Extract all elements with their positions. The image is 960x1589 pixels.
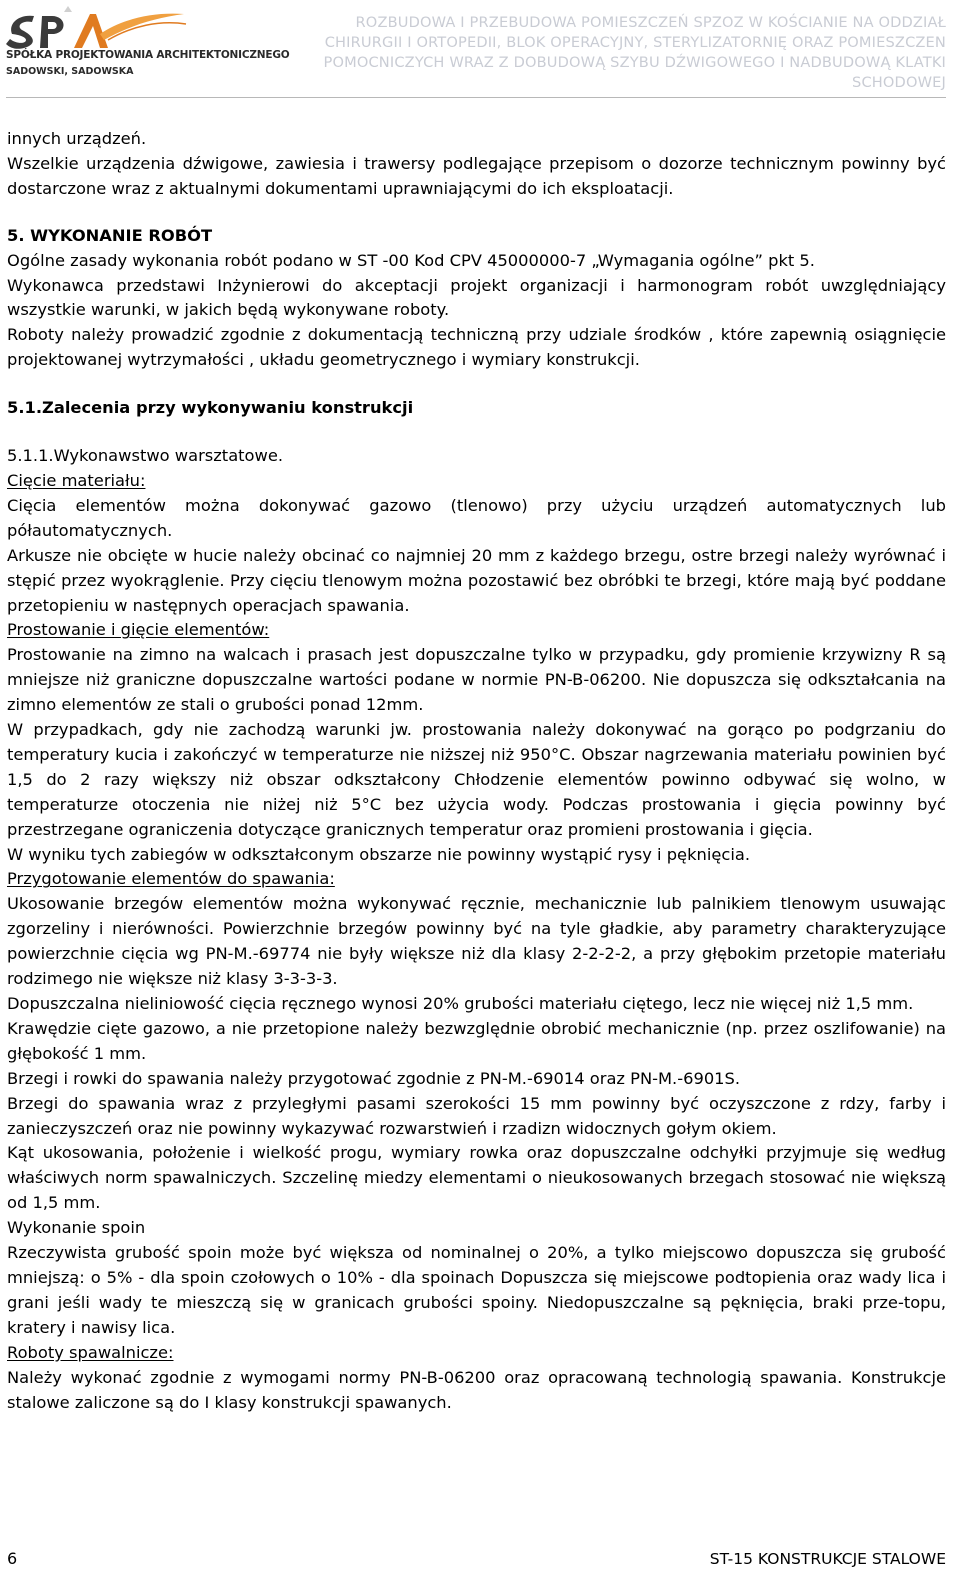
spacer — [7, 202, 946, 224]
underlined-heading: Roboty spawalnicze: — [7, 1342, 174, 1362]
paragraph: Dopuszczalna nieliniowość cięcia ręcznego wynosi 20% grubości materiału ciętego, lecz nie więcej niż 1,5 mm. — [7, 994, 914, 1013]
paragraph: Wykonawca przedstawi Inżynierowi do akceptacji projekt organizacji i harmonogram robót uwzględniający wszystkie warunki, w jakich będą wykonywane roboty. — [7, 275, 946, 320]
paragraph: Kąt ukosowania, położenie i wielkość progu, wymiary rowka oraz dopuszczalne odchyłki przyjmuje się według właściwych norm spawalniczych. Szczelinę miedzy elementami o nieukosowanych brzegach stosować nie większą od 1,5 mm. — [7, 1143, 946, 1213]
section-heading: 5. WYKONANIE ROBÓT — [7, 225, 213, 245]
project-title-line: CHIRURGII I ORTOPEDII, BLOK OPERACYJNY, STERYLIZATORNIĘ ORAZ POMIESZCZEN — [324, 34, 946, 51]
paragraph: Należy wykonać zgodnie z wymogami normy PN-B-06200 oraz opracowaną technologią spawania. Konstrukcje stalowe zaliczone są do I klasy konstrukcji spawanych. — [7, 1367, 946, 1412]
page-number: 6 — [7, 1549, 18, 1568]
logo-graphic — [4, 4, 214, 92]
paragraph: Brzegi i rowki do spawania należy przygotować zgodnie z PN-M.-69014 oraz PN-M.-6901S. — [7, 1068, 741, 1088]
underlined-heading: Przygotowanie elementów do spawania: — [7, 869, 335, 889]
subsection-heading: 5.1.Zalecenia przy wykonywaniu konstrukcji — [7, 398, 414, 418]
paragraph: Ogólne zasady wykonania robót podano w ST -00 Kod CPV 45000000-7 „Wymagania ogólne” pkt 5. — [7, 250, 815, 270]
company-logo — [4, 4, 290, 92]
paragraph: Roboty należy prowadzić zgodnie z dokumentacją techniczną przy udziale środków , które zapewnią osiągnięcie projektowanej wytrzymałości , układu geometrycznego i wymiary konstrukcji. — [7, 325, 946, 370]
project-title-line: POMOCNICZYCH WRAZ Z DOBUDOWĄ SZYBU DŹWIGOWEGO I NADBUDOWĄ KLATKI SCHODOWEJ — [323, 54, 946, 91]
plain-heading: Wykonanie spoin — [7, 1218, 146, 1238]
page-header — [0, 0, 960, 100]
underlined-heading: Prostowanie i gięcie elementów: — [7, 620, 270, 640]
document-code: ST-15 KONSTRUKCJE STALOWE — [709, 1550, 946, 1568]
underlined-heading: Cięcie materiału: — [7, 470, 146, 490]
header-divider — [6, 97, 946, 98]
paragraph: Cięcia elementów można dokonywać gazowo (tlenowo) przy użyciu urządzeń automatycznych lub półautomatycznych. — [7, 495, 946, 540]
subsubsection-heading: 5.1.1.Wykonawstwo warsztatowe. — [7, 446, 284, 466]
project-title-line: ROZBUDOWA I PRZEBUDOWA POMIESZCZEŃ SPZOZ W KOŚCIANIE NA ODDZIAŁ — [355, 14, 946, 31]
logo-company-name: SPÓŁKA PROJEKTOWANIA ARCHITEKTONICZNEGO — [6, 49, 290, 61]
paragraph: innych urządzeń. — [7, 129, 147, 148]
paragraph: Prostowanie na zimno na walcach i prasach jest dopuszczalne tylko w przypadku, gdy promienie krzywizny R są mniejsze niż graniczne dopuszczalne wartości podane w normie PN-B-06200. Nie dopuszcza się odkształcania na zimno elementów ze stali o grubości ponad 12mm. — [7, 645, 946, 715]
page-footer — [0, 1548, 960, 1589]
spacer — [7, 373, 946, 396]
document-body — [7, 127, 946, 1415]
logo-owners: SADOWSKI, SADOWSKA — [6, 66, 134, 77]
project-title — [226, 13, 946, 93]
paragraph: Arkusze nie obcięte w hucie należy obcinać co najmniej 20 mm z każdego brzegu, ostre brzegi należy wyrównać i stępić przez wyokrąglenie. Przy cięciu tlenowym można pozostawić bez obróbki te brzegi, które mają być poddane przetopieniu w następnych operacjach spawania. — [7, 545, 946, 615]
paragraph: Ukosowanie brzegów elementów można wykonywać ręcznie, mechanicznie lub palnikiem tlenowym usuwając zgorzeliny i nierówności. Powierzchnie brzegów powinny być na tyle gładkie, aby parametry charakteryzujące powierzchnie cięcia wg PN-M.-69774 nie były większe niż dla klasy 2-2-2-2, a przy głębokim przetopie materiału rodzimego nie większe niż klasy 3-3-3-3. — [7, 894, 946, 989]
paragraph: Rzeczywista grubość spoin może być większa od nominalnej o 20%, a tylko miejscowo dopuszcza się grubość mniejszą: o 5% - dla spoin czołowych o 10% - dla spoinach Dopuszcza się miejscowe podtopienia oraz wady lica i grani jeśli wady te mieszczą się w granicach grubości spoiny. Niedopuszczalne są pęknięcia, braki prze-topu, kratery i nawisy lica. — [7, 1243, 946, 1337]
paragraph: W wyniku tych zabiegów w odkształconym obszarze nie powinny wystąpić rysy i pęknięcia. — [7, 844, 750, 864]
paragraph: Wszelkie urządzenia dźwigowe, zawiesia i trawersy podlegające przepisom o dozorze technicznym powinny być dostarczone wraz z aktualnymi dokumentami uprawniającymi do ich eksploatacji. — [7, 153, 946, 198]
paragraph: W przypadkach, gdy nie zachodzą warunki jw. prostowania należy dokonywać na gorąco po podgrzaniu do temperatury kucia i zakończyć w temperaturze nie niższej niż 950°C. Obszar nagrzewania materiału powinien być 1,5 do 2 razy większy niż obszar odkształcony Chłodzenie elementów powinno odbywać się wolno, w temperaturze otoczenia nie niżej niż 5°C bez użycia wody. Podczas prostowania i gięcia powinny być przestrzegane ograniczenia dotyczące granicznych temperatur oraz promieni prostowania i gięcia. — [7, 720, 946, 839]
paragraph: Brzegi do spawania wraz z przyległymi pasami szerokości 15 mm powinny być oczyszczone z rdzy, farby i zanieczyszczeń oraz nie powinny wykazywać rozwarstwień i rzadizn widocznych gołym okiem. — [7, 1093, 946, 1138]
spacer — [7, 421, 946, 444]
paragraph: Krawędzie cięte gazowo, a nie przetopione należy bezwzględnie obrobić mechanicznie (np. przez oszlifowanie) na głębokość 1 mm. — [7, 1018, 946, 1063]
